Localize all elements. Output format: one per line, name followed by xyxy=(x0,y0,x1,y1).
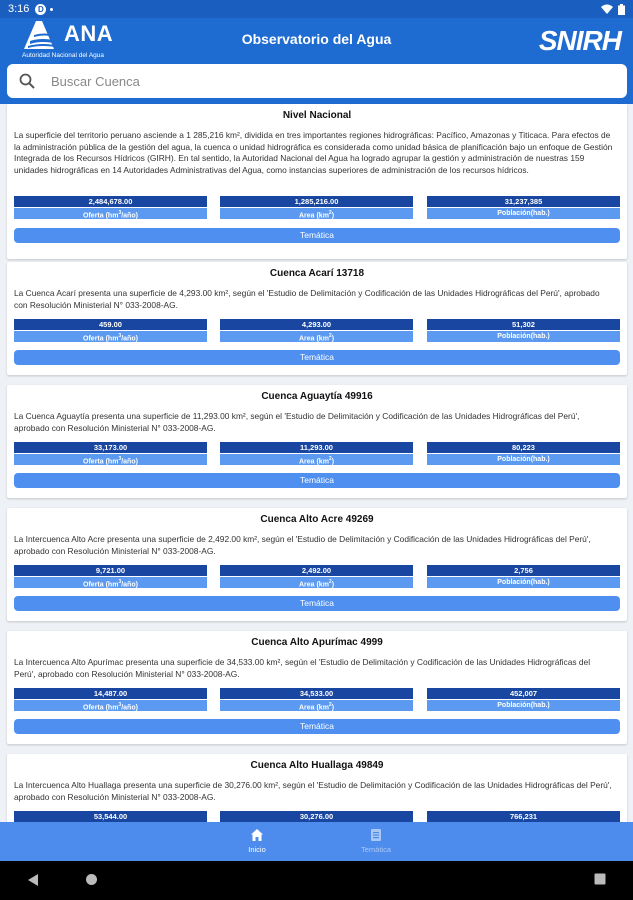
stat-oferta-label: Oferta $(hm^3/año)$ xyxy=(14,208,207,219)
snirh-logo: SNIRH xyxy=(538,25,621,56)
stat-poblacion-label: Población(hab.) xyxy=(427,331,620,342)
stat-area xyxy=(220,565,413,588)
stat-area-value: 30,276.00 xyxy=(220,811,413,822)
stat-poblacion-value: 51,302 xyxy=(427,319,620,330)
card-stats xyxy=(14,196,620,219)
system-nav-bar xyxy=(0,861,633,900)
card-stats xyxy=(14,565,620,588)
stat-poblacion-value: 452,007 xyxy=(427,688,620,699)
card-stats xyxy=(14,688,620,711)
card-title: Cuenca Alto Huallaga 49849 xyxy=(250,760,384,771)
search-input[interactable] xyxy=(51,74,551,89)
stat-oferta xyxy=(14,196,207,219)
recents-icon[interactable] xyxy=(594,873,606,885)
cuenca-card xyxy=(7,104,627,259)
stat-area-label: Area $(km^2)$ xyxy=(220,577,413,588)
tematica-button[interactable]: Temática xyxy=(14,473,620,488)
card-description: La Cuenca Aguaytía presenta una superficie de 11,293.00 km², según el 'Estudio de Delimitación y Codificación de las Unidades Hidrográficas del Perú', aprobado con Resolución Ministerial N° 033-2008-AG. xyxy=(14,411,580,433)
stat-area-value: 11,293.00 xyxy=(220,442,413,453)
search-bar xyxy=(0,62,633,104)
card-title: Cuenca Acarí 13718 xyxy=(269,268,365,279)
ana-logo-text: ANA xyxy=(64,21,114,46)
tematica-button[interactable]: Temática xyxy=(14,596,620,611)
cuenca-list[interactable] xyxy=(0,104,633,822)
stat-poblacion-value: 80,223 xyxy=(427,442,620,453)
stat-poblacion xyxy=(427,565,620,588)
nav-inicio-label: Inicio xyxy=(248,845,266,854)
stat-oferta xyxy=(14,319,207,342)
nav-inicio[interactable] xyxy=(227,822,287,861)
stat-oferta-value: 33,173.00 xyxy=(14,442,207,453)
stat-poblacion xyxy=(427,196,620,219)
card-title: Nivel Nacional xyxy=(282,110,352,121)
stat-area-value: 1,285,216.00 xyxy=(220,196,413,207)
stat-poblacion-label: Población(hab.) xyxy=(427,208,620,219)
home-icon xyxy=(250,828,264,842)
stat-area xyxy=(220,196,413,219)
stat-area-label: Area $(km^2)$ xyxy=(220,454,413,465)
card-title: Cuenca Alto Acre 49269 xyxy=(260,514,374,525)
wifi-icon xyxy=(601,4,613,14)
stat-poblacion-label: Población(hab.) xyxy=(427,454,620,465)
card-description: La Intercuenca Alto Huallaga presenta una superficie de 30,276.00 km², según el 'Estudio de Delimitación y Codificación de las Unidades Hidrográficas del Perú', aprobado con Resolución Ministerial N° 033-2008-AG. xyxy=(14,780,612,802)
notification-dot-icon xyxy=(50,8,53,11)
stat-poblacion-value: 2,756 xyxy=(427,565,620,576)
stat-area xyxy=(220,688,413,711)
page-title: Observatorio del Agua xyxy=(241,31,392,47)
stat-oferta-label: Oferta $(hm^3/año)$ xyxy=(14,577,207,588)
status-bar xyxy=(0,0,633,18)
stat-area-value: 34,533.00 xyxy=(220,688,413,699)
stat-oferta xyxy=(14,688,207,711)
app-header xyxy=(0,18,633,62)
card-title: Cuenca Aguaytía 49916 xyxy=(261,391,373,402)
search-icon xyxy=(19,73,35,89)
stat-poblacion-label: Población(hab.) xyxy=(427,700,620,711)
stat-area xyxy=(220,442,413,465)
stat-oferta xyxy=(14,565,207,588)
stat-oferta-label: Oferta $(hm^3/año)$ xyxy=(14,331,207,342)
stat-area-value: 4,293.00 xyxy=(220,319,413,330)
search-box[interactable] xyxy=(7,64,627,98)
card-description: La superficie del territorio peruano asciende a 1 285,216 km², dividida en tres importantes regiones hidrográficas: Pacífico, Amazonas y Titicaca. Para efectos de la administración pública de la gestión del agua, la cuenca o unidad hidrográfica es considerada como unidad básica de planificación bajo un enfoque de Gestión Integrada de los Recursos Hídricos (GIRH). En tal sentido, la Autoridad Nacional del Agua ha logrado agrupar la gestión y administración de nuestras 159 unidades hidrográficas en 14 Autoridades Administrativas del Agua, como instancias superiores de administración de los recursos hídricos. xyxy=(14,130,613,175)
stat-poblacion xyxy=(427,319,620,342)
ana-logo-subtitle: Autoridad Nacional del Agua xyxy=(22,52,105,59)
cuenca-card xyxy=(7,262,627,375)
stat-oferta-value: 2,484,678.00 xyxy=(14,196,207,207)
home-circle-icon[interactable] xyxy=(85,873,98,886)
card-title: Cuenca Alto Apurímac 4999 xyxy=(251,637,383,648)
stat-area-label: Area $(km^2)$ xyxy=(220,700,413,711)
stat-area-label: Area $(km^2)$ xyxy=(220,331,413,342)
nav-tematica-label: Temática xyxy=(360,845,391,854)
back-icon[interactable] xyxy=(27,873,39,887)
stat-poblacion xyxy=(427,442,620,465)
card-stats xyxy=(14,442,620,465)
tematica-button[interactable]: Temática xyxy=(14,350,620,365)
stat-oferta-label: Oferta $(hm^3/año)$ xyxy=(14,454,207,465)
stat-area xyxy=(220,319,413,342)
stat-oferta-value: 9,721.00 xyxy=(14,565,207,576)
cuenca-card xyxy=(7,508,627,621)
stat-poblacion xyxy=(427,688,620,711)
status-time: 3:16 xyxy=(8,3,30,15)
document-list-icon xyxy=(369,828,383,842)
notification-icon: D xyxy=(35,4,46,15)
stat-poblacion-label: Población(hab.) xyxy=(427,577,620,588)
card-description: La Cuenca Acarí presenta una superficie de 4,293.00 km², según el 'Estudio de Delimitación y Codificación de las Unidades Hidrográficas del Perú', aprobado con Resolución Ministerial N° 033-2008-AG. xyxy=(14,288,600,310)
nav-tematica[interactable] xyxy=(346,822,406,861)
stat-oferta-value: 53,544.00 xyxy=(14,811,207,822)
stat-oferta-value: 459.00 xyxy=(14,319,207,330)
stat-poblacion-value: 766,231 xyxy=(427,811,620,822)
bottom-nav xyxy=(0,822,633,861)
tematica-button[interactable]: Temática xyxy=(14,228,620,243)
card-stats xyxy=(14,319,620,342)
tematica-button[interactable]: Temática xyxy=(14,719,620,734)
stat-area-label: Area $(km^2)$ xyxy=(220,208,413,219)
stat-oferta xyxy=(14,442,207,465)
cuenca-card xyxy=(7,631,627,744)
card-description: La Intercuenca Alto Apurímac presenta una superficie de 34,533.00 km², según el 'Estudio de Delimitación y Codificación de las Unidades Hidrográficas del Perú', aprobado con Resolución Ministerial N° 033-2008-AG. xyxy=(14,657,591,679)
card-description: La Intercuenca Alto Acre presenta una superficie de 2,492.00 km², según el 'Estudio de Delimitación y Codificación de las Unidades Hidrográficas del Perú', aprobado con Resolución Ministerial N° 033-2008-AG. xyxy=(14,534,591,556)
stat-oferta-label: Oferta $(hm^3/año)$ xyxy=(14,700,207,711)
stat-poblacion-value: 31,237,385 xyxy=(427,196,620,207)
stat-area-value: 2,492.00 xyxy=(220,565,413,576)
battery-icon xyxy=(618,4,625,15)
stat-oferta-value: 14,487.00 xyxy=(14,688,207,699)
cuenca-card xyxy=(7,385,627,498)
